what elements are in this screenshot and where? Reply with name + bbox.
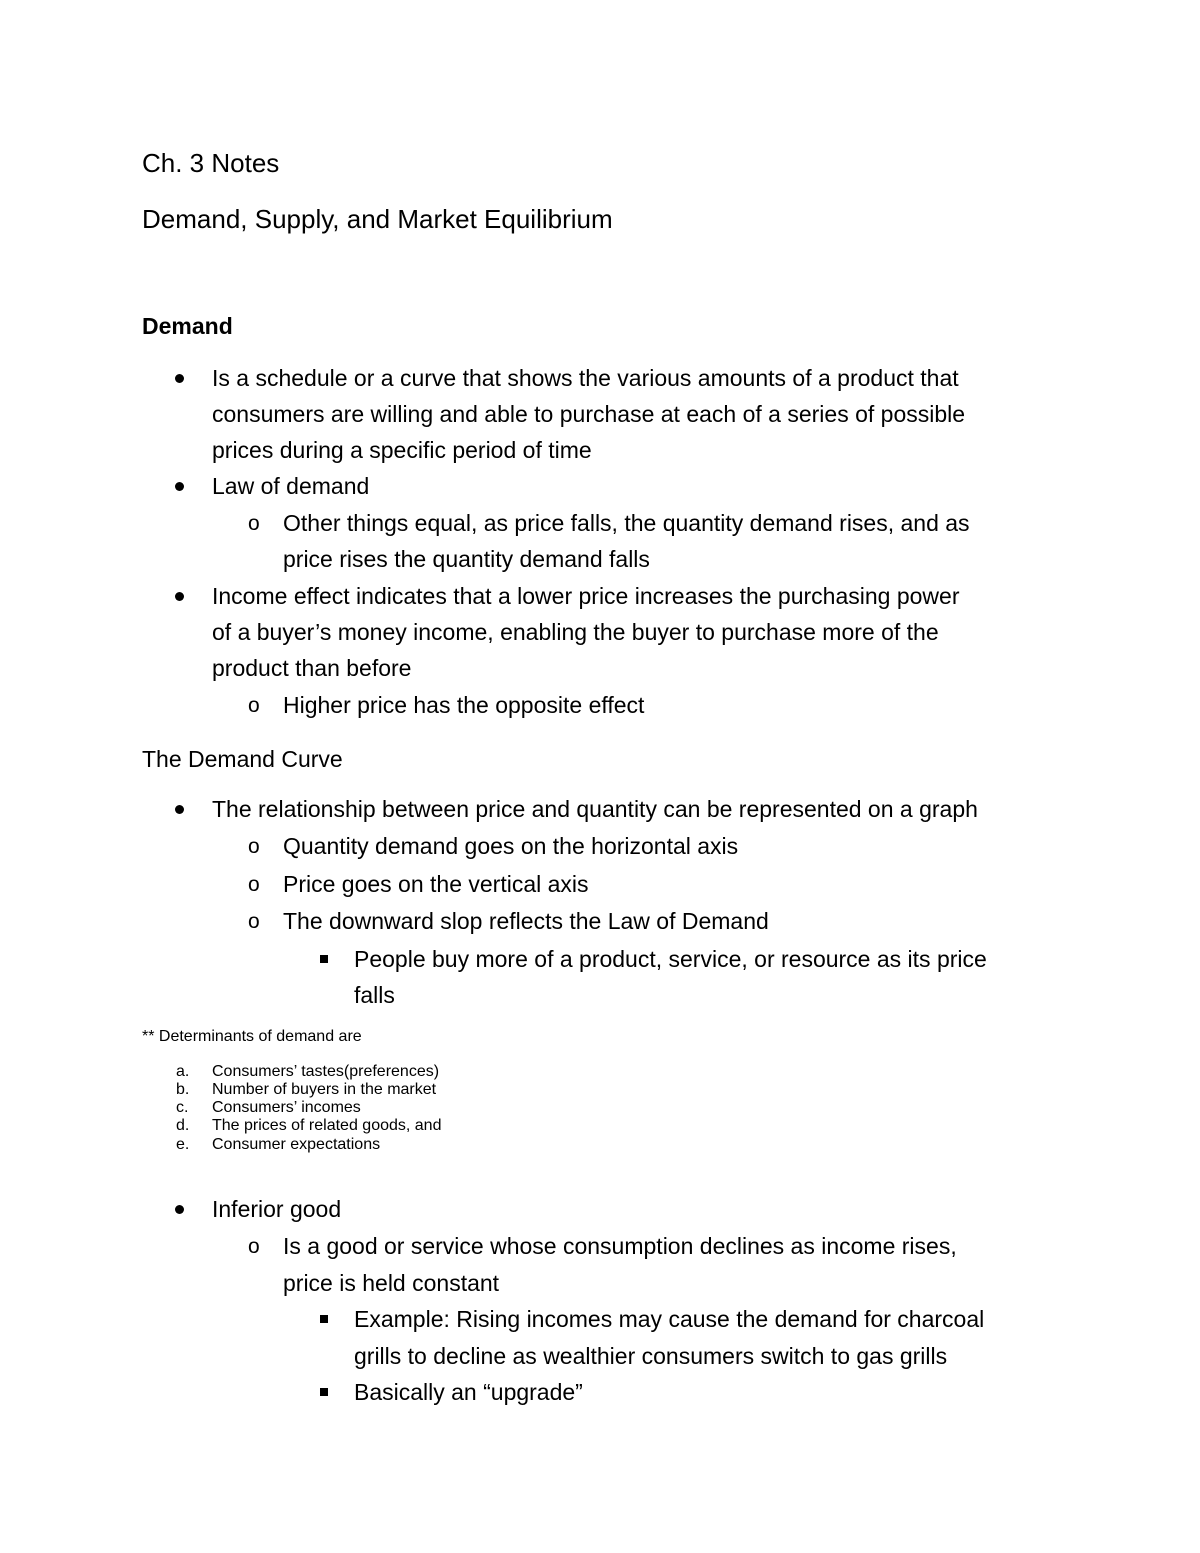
- sub-sub-list-item: People buy more of a product, service, or resource as its price: [354, 946, 987, 972]
- sub-list-item-continuation: price is held constant: [283, 1270, 500, 1296]
- bullet-disc-icon: [175, 805, 184, 814]
- determinants-intro: ** Determinants of demand are: [142, 1028, 362, 1045]
- list-item: Income effect indicates that a lower price increases the purchasing power: [212, 583, 960, 609]
- sub-list-item: Is a good or service whose consumption declines as income rises,: [283, 1233, 957, 1259]
- list-item-continuation: consumers are willing and able to purchase at each of a series of possible: [212, 401, 966, 427]
- bullet-disc-icon: [175, 374, 184, 383]
- list-item: The relationship between price and quantity can be represented on a graph: [212, 796, 978, 822]
- page-title: Ch. 3 Notes: [142, 148, 280, 178]
- ordered-list-item: Consumers’ tastes(preferences): [212, 1063, 440, 1080]
- sub-list-item: Price goes on the vertical axis: [283, 871, 589, 897]
- sub-list-item: Quantity demand goes on the horizontal axis: [283, 833, 739, 859]
- list-item-continuation: product than before: [212, 655, 412, 681]
- section-heading-demand: Demand: [142, 313, 233, 339]
- bullet-circle-icon: o: [248, 910, 260, 933]
- bullet-circle-icon: o: [248, 1235, 260, 1258]
- ordered-list-marker: a.: [176, 1063, 190, 1080]
- bullet-square-icon: [320, 955, 328, 963]
- section-heading-demand-curve: The Demand Curve: [142, 746, 343, 772]
- bullet-circle-icon: o: [248, 835, 260, 858]
- sub-sub-list-item: Basically an “upgrade”: [354, 1379, 583, 1405]
- sub-list-item: Higher price has the opposite effect: [283, 692, 645, 718]
- sub-sub-list-item: Example: Rising incomes may cause the demand for charcoal: [354, 1306, 985, 1332]
- bullet-square-icon: [320, 1315, 328, 1323]
- bullet-square-icon: [320, 1388, 328, 1396]
- ordered-list-item: Consumers’ incomes: [212, 1099, 361, 1116]
- ordered-list-marker: e.: [176, 1136, 190, 1153]
- ordered-list-marker: b.: [176, 1081, 190, 1098]
- ordered-list-marker: d.: [176, 1117, 190, 1134]
- ordered-list-item: Consumer expectations: [212, 1136, 381, 1153]
- bullet-circle-icon: o: [248, 512, 260, 535]
- list-item-continuation: prices during a specific period of time: [212, 437, 592, 463]
- sub-sub-list-item-continuation: grills to decline as wealthier consumers switch to gas grills: [354, 1343, 948, 1369]
- bullet-disc-icon: [175, 482, 184, 491]
- list-item: Law of demand: [212, 473, 370, 499]
- list-item-continuation: of a buyer’s money income, enabling the buyer to purchase more of the: [212, 619, 939, 645]
- bullet-disc-icon: [175, 1205, 184, 1214]
- bullet-disc-icon: [175, 592, 184, 601]
- sub-list-item: The downward slop reflects the Law of Demand: [283, 908, 769, 934]
- sub-list-item-continuation: price rises the quantity demand falls: [283, 546, 650, 572]
- sub-list-item: Other things equal, as price falls, the quantity demand rises, and as: [283, 510, 970, 536]
- bullet-circle-icon: o: [248, 873, 260, 896]
- page-subtitle: Demand, Supply, and Market Equilibrium: [142, 204, 613, 234]
- bullet-circle-icon: o: [248, 694, 260, 717]
- list-item: Is a schedule or a curve that shows the various amounts of a product that: [212, 365, 959, 391]
- ordered-list-item: Number of buyers in the market: [212, 1081, 437, 1098]
- list-item: Inferior good: [212, 1196, 342, 1222]
- ordered-list-item: The prices of related goods, and: [212, 1117, 442, 1134]
- ordered-list-marker: c.: [176, 1099, 189, 1116]
- sub-sub-list-item-continuation: falls: [354, 982, 395, 1008]
